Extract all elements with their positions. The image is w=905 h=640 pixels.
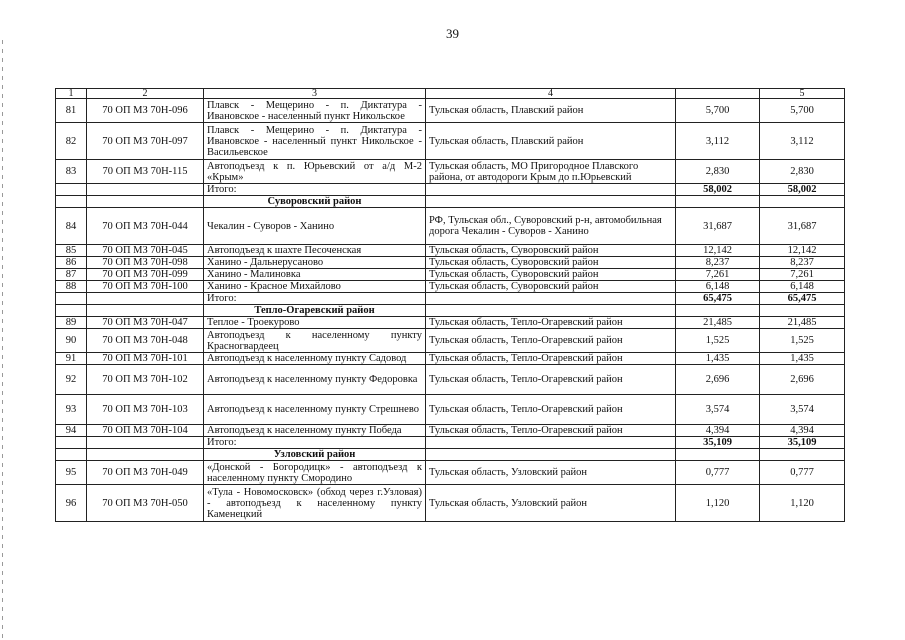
subtotal-total-value: 35,109	[760, 437, 845, 449]
length-cell: 1,120	[676, 485, 760, 522]
row-number-cell: 94	[56, 425, 87, 437]
length-total-cell: 2,696	[760, 365, 845, 395]
row-number-cell: 91	[56, 353, 87, 365]
row-number-cell: 82	[56, 123, 87, 160]
subtotal-label: Итого:	[204, 184, 426, 196]
table-row	[56, 123, 845, 160]
table-row	[56, 281, 845, 293]
row-number-cell: 92	[56, 365, 87, 395]
subtotal-value: 58,002	[676, 184, 760, 196]
empty-cell	[56, 437, 87, 449]
road-name-cell: Автоподъезд к шахте Песоченская	[204, 245, 426, 257]
road-code-cell: 70 ОП МЗ 70Н-102	[87, 365, 204, 395]
road-name-cell: Автоподъезд к населенному пункту Федоровка	[204, 365, 426, 395]
empty-cell	[676, 449, 760, 461]
row-number-cell: 89	[56, 317, 87, 329]
subtotal-total-value: 65,475	[760, 293, 845, 305]
length-cell: 6,148	[676, 281, 760, 293]
length-cell: 1,525	[676, 329, 760, 353]
location-cell: Тульская область, Узловский район	[426, 485, 676, 522]
road-name-cell: Автоподъезд к населенному пункту Садовод	[204, 353, 426, 365]
row-number-cell: 84	[56, 208, 87, 245]
section-title: Узловский район	[204, 449, 426, 461]
empty-cell	[426, 184, 676, 196]
roads-table	[55, 88, 845, 522]
empty-cell	[56, 305, 87, 317]
road-name-cell: Ханино - Дальнерусаново	[204, 257, 426, 269]
empty-cell	[760, 449, 845, 461]
road-name-cell: Чекалин - Суворов - Ханино	[204, 208, 426, 245]
row-number-cell: 88	[56, 281, 87, 293]
empty-cell	[426, 196, 676, 208]
road-code-cell: 70 ОП МЗ 70Н-115	[87, 160, 204, 184]
road-name-cell: Ханино - Красное Михайлово	[204, 281, 426, 293]
row-number-cell: 85	[56, 245, 87, 257]
road-name-cell: Автоподъезд к населенному пункту Красногвардеец	[204, 329, 426, 353]
subtotal-row	[56, 437, 845, 449]
empty-cell	[87, 305, 204, 317]
header-cell: 3	[204, 89, 426, 99]
length-cell: 12,142	[676, 245, 760, 257]
table-row	[56, 160, 845, 184]
header-cell: 1	[56, 89, 87, 99]
length-total-cell: 1,525	[760, 329, 845, 353]
table-row	[56, 353, 845, 365]
length-cell: 31,687	[676, 208, 760, 245]
header-cell: 2	[87, 89, 204, 99]
table-row	[56, 365, 845, 395]
row-number-cell: 87	[56, 269, 87, 281]
row-number-cell: 81	[56, 99, 87, 123]
length-total-cell: 8,237	[760, 257, 845, 269]
table-row	[56, 485, 845, 522]
road-code-cell: 70 ОП МЗ 70Н-050	[87, 485, 204, 522]
road-code-cell: 70 ОП МЗ 70Н-100	[87, 281, 204, 293]
location-cell: Тульская область, Суворовский район	[426, 245, 676, 257]
empty-cell	[426, 305, 676, 317]
header-cell: 4	[426, 89, 676, 99]
empty-cell	[676, 196, 760, 208]
subtotal-label: Итого:	[204, 293, 426, 305]
empty-cell	[56, 184, 87, 196]
subtotal-label: Итого:	[204, 437, 426, 449]
length-cell: 4,394	[676, 425, 760, 437]
length-cell: 5,700	[676, 99, 760, 123]
table-row	[56, 245, 845, 257]
table-row	[56, 395, 845, 425]
empty-cell	[87, 449, 204, 461]
length-total-cell: 5,700	[760, 99, 845, 123]
length-total-cell: 12,142	[760, 245, 845, 257]
length-cell: 3,112	[676, 123, 760, 160]
location-cell: Тульская область, Тепло-Огаревский район	[426, 353, 676, 365]
length-total-cell: 6,148	[760, 281, 845, 293]
length-total-cell: 1,435	[760, 353, 845, 365]
row-number-cell: 90	[56, 329, 87, 353]
table-row	[56, 269, 845, 281]
road-name-cell: Автоподъезд к населенному пункту Победа	[204, 425, 426, 437]
length-total-cell: 3,574	[760, 395, 845, 425]
length-cell: 1,435	[676, 353, 760, 365]
location-cell: Тульская область, Тепло-Огаревский район	[426, 329, 676, 353]
road-name-cell: Ханино - Малиновка	[204, 269, 426, 281]
page-number: 39	[446, 26, 459, 41]
empty-cell	[426, 293, 676, 305]
length-total-cell: 7,261	[760, 269, 845, 281]
length-total-cell: 31,687	[760, 208, 845, 245]
table-row	[56, 99, 845, 123]
section-header-row	[56, 196, 845, 208]
road-code-cell: 70 ОП МЗ 70Н-049	[87, 461, 204, 485]
road-name-cell: Автоподъезд к населенному пункту Стрешнево	[204, 395, 426, 425]
row-number-cell: 96	[56, 485, 87, 522]
road-name-cell: «Тула - Новомосковск» (обход через г.Узловая) - автоподъезд к населенному пункту Каменецкий	[204, 485, 426, 522]
length-total-cell: 2,830	[760, 160, 845, 184]
section-title: Тепло-Огаревский район	[204, 305, 426, 317]
header-cell: 5	[760, 89, 845, 99]
location-cell: Тульская область, Тепло-Огаревский район	[426, 365, 676, 395]
location-cell: Тульская область, Суворовский район	[426, 269, 676, 281]
margin-dash-line	[0, 0, 6, 640]
length-cell: 7,261	[676, 269, 760, 281]
length-cell: 8,237	[676, 257, 760, 269]
empty-cell	[760, 305, 845, 317]
row-number-cell: 93	[56, 395, 87, 425]
road-name-cell: «Донской - Богородицк» - автоподъезд к населенному пункту Смородино	[204, 461, 426, 485]
table-row	[56, 317, 845, 329]
road-name-cell: Плавск - Мещерино - п. Диктатура - Ивановское - населенный пункт Никольское	[204, 99, 426, 123]
road-code-cell: 70 ОП МЗ 70Н-096	[87, 99, 204, 123]
empty-cell	[56, 449, 87, 461]
road-name-cell: Автоподъезд к п. Юрьевский от а/д М-2 «Крым»	[204, 160, 426, 184]
location-cell: Тульская область, Тепло-Огаревский район	[426, 317, 676, 329]
location-cell: РФ, Тульская обл., Суворовский р-н, автомобильная дорога Чекалин - Суворов - Ханино	[426, 208, 676, 245]
section-header-row	[56, 449, 845, 461]
location-cell: Тульская область, Узловский район	[426, 461, 676, 485]
road-code-cell: 70 ОП МЗ 70Н-103	[87, 395, 204, 425]
table-row	[56, 461, 845, 485]
location-cell: Тульская область, Суворовский район	[426, 257, 676, 269]
section-title: Суворовский район	[204, 196, 426, 208]
length-cell: 2,830	[676, 160, 760, 184]
header-cell	[676, 89, 760, 99]
length-cell: 3,574	[676, 395, 760, 425]
empty-cell	[87, 196, 204, 208]
length-total-cell: 21,485	[760, 317, 845, 329]
length-cell: 2,696	[676, 365, 760, 395]
empty-cell	[87, 437, 204, 449]
road-name-cell: Плавск - Мещерино - п. Диктатура - Ивановское - населенный пункт Никольское - Васильевское	[204, 123, 426, 160]
empty-cell	[676, 305, 760, 317]
empty-cell	[56, 196, 87, 208]
length-total-cell: 1,120	[760, 485, 845, 522]
length-total-cell: 4,394	[760, 425, 845, 437]
location-cell: Тульская область, Плавский район	[426, 99, 676, 123]
road-code-cell: 70 ОП МЗ 70Н-101	[87, 353, 204, 365]
location-cell: Тульская область, Тепло-Огаревский район	[426, 425, 676, 437]
length-cell: 21,485	[676, 317, 760, 329]
road-code-cell: 70 ОП МЗ 70Н-097	[87, 123, 204, 160]
subtotal-value: 35,109	[676, 437, 760, 449]
road-code-cell: 70 ОП МЗ 70Н-104	[87, 425, 204, 437]
road-code-cell: 70 ОП МЗ 70Н-099	[87, 269, 204, 281]
road-code-cell: 70 ОП МЗ 70Н-045	[87, 245, 204, 257]
length-cell: 0,777	[676, 461, 760, 485]
road-name-cell: Теплое - Троекурово	[204, 317, 426, 329]
table-row	[56, 425, 845, 437]
location-cell: Тульская область, МО Пригородное Плавского района, от автодороги Крым до п.Юрьевский	[426, 160, 676, 184]
table-header-row	[56, 89, 845, 99]
length-total-cell: 0,777	[760, 461, 845, 485]
road-code-cell: 70 ОП МЗ 70Н-098	[87, 257, 204, 269]
road-code-cell: 70 ОП МЗ 70Н-044	[87, 208, 204, 245]
row-number-cell: 86	[56, 257, 87, 269]
empty-cell	[87, 293, 204, 305]
length-total-cell: 3,112	[760, 123, 845, 160]
empty-cell	[56, 293, 87, 305]
subtotal-total-value: 58,002	[760, 184, 845, 196]
row-number-cell: 95	[56, 461, 87, 485]
empty-cell	[760, 196, 845, 208]
road-code-cell: 70 ОП МЗ 70Н-047	[87, 317, 204, 329]
table-row	[56, 208, 845, 245]
location-cell: Тульская область, Суворовский район	[426, 281, 676, 293]
road-code-cell: 70 ОП МЗ 70Н-048	[87, 329, 204, 353]
empty-cell	[426, 437, 676, 449]
table-row	[56, 329, 845, 353]
location-cell: Тульская область, Тепло-Огаревский район	[426, 395, 676, 425]
subtotal-row	[56, 184, 845, 196]
empty-cell	[87, 184, 204, 196]
table-row	[56, 257, 845, 269]
subtotal-row	[56, 293, 845, 305]
section-header-row	[56, 305, 845, 317]
location-cell: Тульская область, Плавский район	[426, 123, 676, 160]
row-number-cell: 83	[56, 160, 87, 184]
subtotal-value: 65,475	[676, 293, 760, 305]
empty-cell	[426, 449, 676, 461]
